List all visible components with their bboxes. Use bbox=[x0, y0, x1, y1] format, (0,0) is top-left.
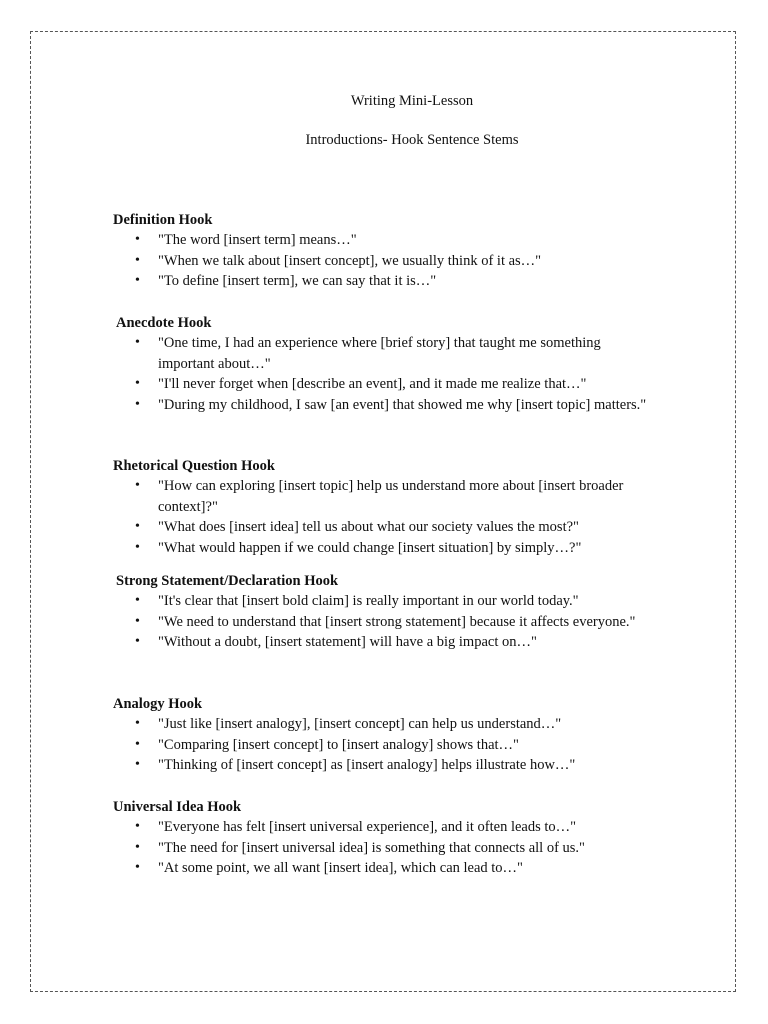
stem-item bbox=[113, 632, 653, 653]
bullet-icon: • bbox=[135, 396, 140, 412]
section-heading: Strong Statement/Declaration Hook bbox=[116, 573, 339, 589]
stem-item bbox=[113, 838, 653, 859]
stem-item bbox=[113, 251, 653, 272]
stem-item bbox=[113, 538, 653, 559]
bullet-icon: • bbox=[135, 478, 140, 493]
stem-item bbox=[113, 517, 653, 538]
stem-text: "How can exploring [insert topic] help us understand more about [insert broader context]?" bbox=[158, 478, 624, 515]
stem-text: "The word [insert term] means…" bbox=[158, 232, 357, 248]
stem-text: "We need to understand that [insert strong statement] because it affects everyone." bbox=[158, 613, 636, 630]
bullet-icon: • bbox=[135, 613, 140, 629]
section-heading: Definition Hook bbox=[113, 212, 213, 228]
stem-list bbox=[113, 333, 653, 415]
stem-item bbox=[113, 591, 653, 612]
stem-item bbox=[113, 817, 653, 838]
stem-item bbox=[113, 230, 653, 251]
bullet-icon: • bbox=[135, 839, 140, 855]
bullet-icon: • bbox=[135, 593, 140, 608]
stem-item bbox=[113, 858, 653, 879]
section-analogy-hook bbox=[113, 694, 653, 776]
stem-list bbox=[113, 817, 653, 879]
stem-item bbox=[113, 714, 653, 735]
stem-item bbox=[113, 476, 653, 517]
bullet-icon: • bbox=[135, 519, 140, 534]
stem-text: "Comparing [insert concept] to [insert analogy] shows that…" bbox=[158, 736, 519, 753]
bullet-icon: • bbox=[135, 252, 140, 268]
section-heading: Rhetorical Question Hook bbox=[113, 458, 275, 474]
bullet-icon: • bbox=[135, 860, 140, 875]
bullet-icon: • bbox=[135, 232, 140, 247]
bullet-icon: • bbox=[135, 819, 140, 834]
stem-list bbox=[113, 230, 653, 292]
section-heading: Universal Idea Hook bbox=[113, 799, 242, 815]
stem-item bbox=[113, 735, 653, 756]
section-definition-hook bbox=[113, 210, 653, 292]
section-anecdote-hook bbox=[113, 313, 653, 415]
section-rhetorical-question-hook bbox=[113, 456, 653, 558]
bullet-icon: • bbox=[135, 335, 140, 350]
stem-item bbox=[113, 333, 653, 374]
stem-item bbox=[113, 612, 653, 633]
stem-item bbox=[113, 271, 653, 292]
bullet-icon: • bbox=[135, 539, 140, 555]
stem-item bbox=[113, 395, 653, 416]
section-heading: Anecdote Hook bbox=[116, 315, 212, 331]
stem-text: "The need for [insert universal idea] is something that connects all of us." bbox=[158, 839, 585, 856]
bullet-icon: • bbox=[135, 736, 140, 752]
stem-text: "Just like [insert analogy], [insert concept] can help us understand…" bbox=[158, 716, 562, 732]
section-strong-statement-hook bbox=[113, 571, 653, 653]
bullet-icon: • bbox=[135, 273, 140, 288]
stem-text: "At some point, we all want [insert idea], which can lead to…" bbox=[158, 860, 523, 876]
bullet-icon: • bbox=[135, 634, 140, 649]
section-universal-idea-hook bbox=[113, 797, 653, 879]
stem-item bbox=[113, 374, 653, 395]
section-heading: Analogy Hook bbox=[113, 696, 203, 712]
bullet-icon: • bbox=[135, 716, 140, 731]
stem-text: "When we talk about [insert concept], we usually think of it as…" bbox=[158, 252, 542, 269]
stem-text: "During my childhood, I saw [an event] that showed me why [insert topic] matters." bbox=[158, 396, 647, 413]
document-title: Writing Mini-Lesson bbox=[350, 93, 474, 109]
stem-text: "One time, I had an experience where [brief story] that taught me something important about…" bbox=[158, 335, 601, 372]
stem-text: "Everyone has felt [insert universal experience], and it often leads to…" bbox=[158, 819, 577, 835]
stem-list bbox=[113, 476, 653, 558]
stem-list bbox=[113, 714, 653, 776]
stem-text: "What would happen if we could change [insert situation] by simply…?" bbox=[158, 539, 582, 556]
stem-text: "To define [insert term], we can say that it is…" bbox=[158, 273, 437, 289]
stem-text: "Thinking of [insert concept] as [insert analogy] helps illustrate how…" bbox=[158, 757, 576, 773]
stem-list bbox=[113, 591, 653, 653]
stem-text: "It's clear that [insert bold claim] is really important in our world today." bbox=[158, 593, 579, 609]
stem-text: "What does [insert idea] tell us about what our society values the most?" bbox=[158, 519, 579, 535]
stem-text: "Without a doubt, [insert statement] will have a big impact on…" bbox=[158, 634, 537, 650]
stem-text: "I'll never forget when [describe an event], and it made me realize that…" bbox=[158, 376, 587, 392]
document-subtitle: Introductions- Hook Sentence Stems bbox=[305, 132, 519, 148]
stem-item bbox=[113, 755, 653, 776]
bullet-icon: • bbox=[135, 376, 140, 391]
bullet-icon: • bbox=[135, 757, 140, 772]
